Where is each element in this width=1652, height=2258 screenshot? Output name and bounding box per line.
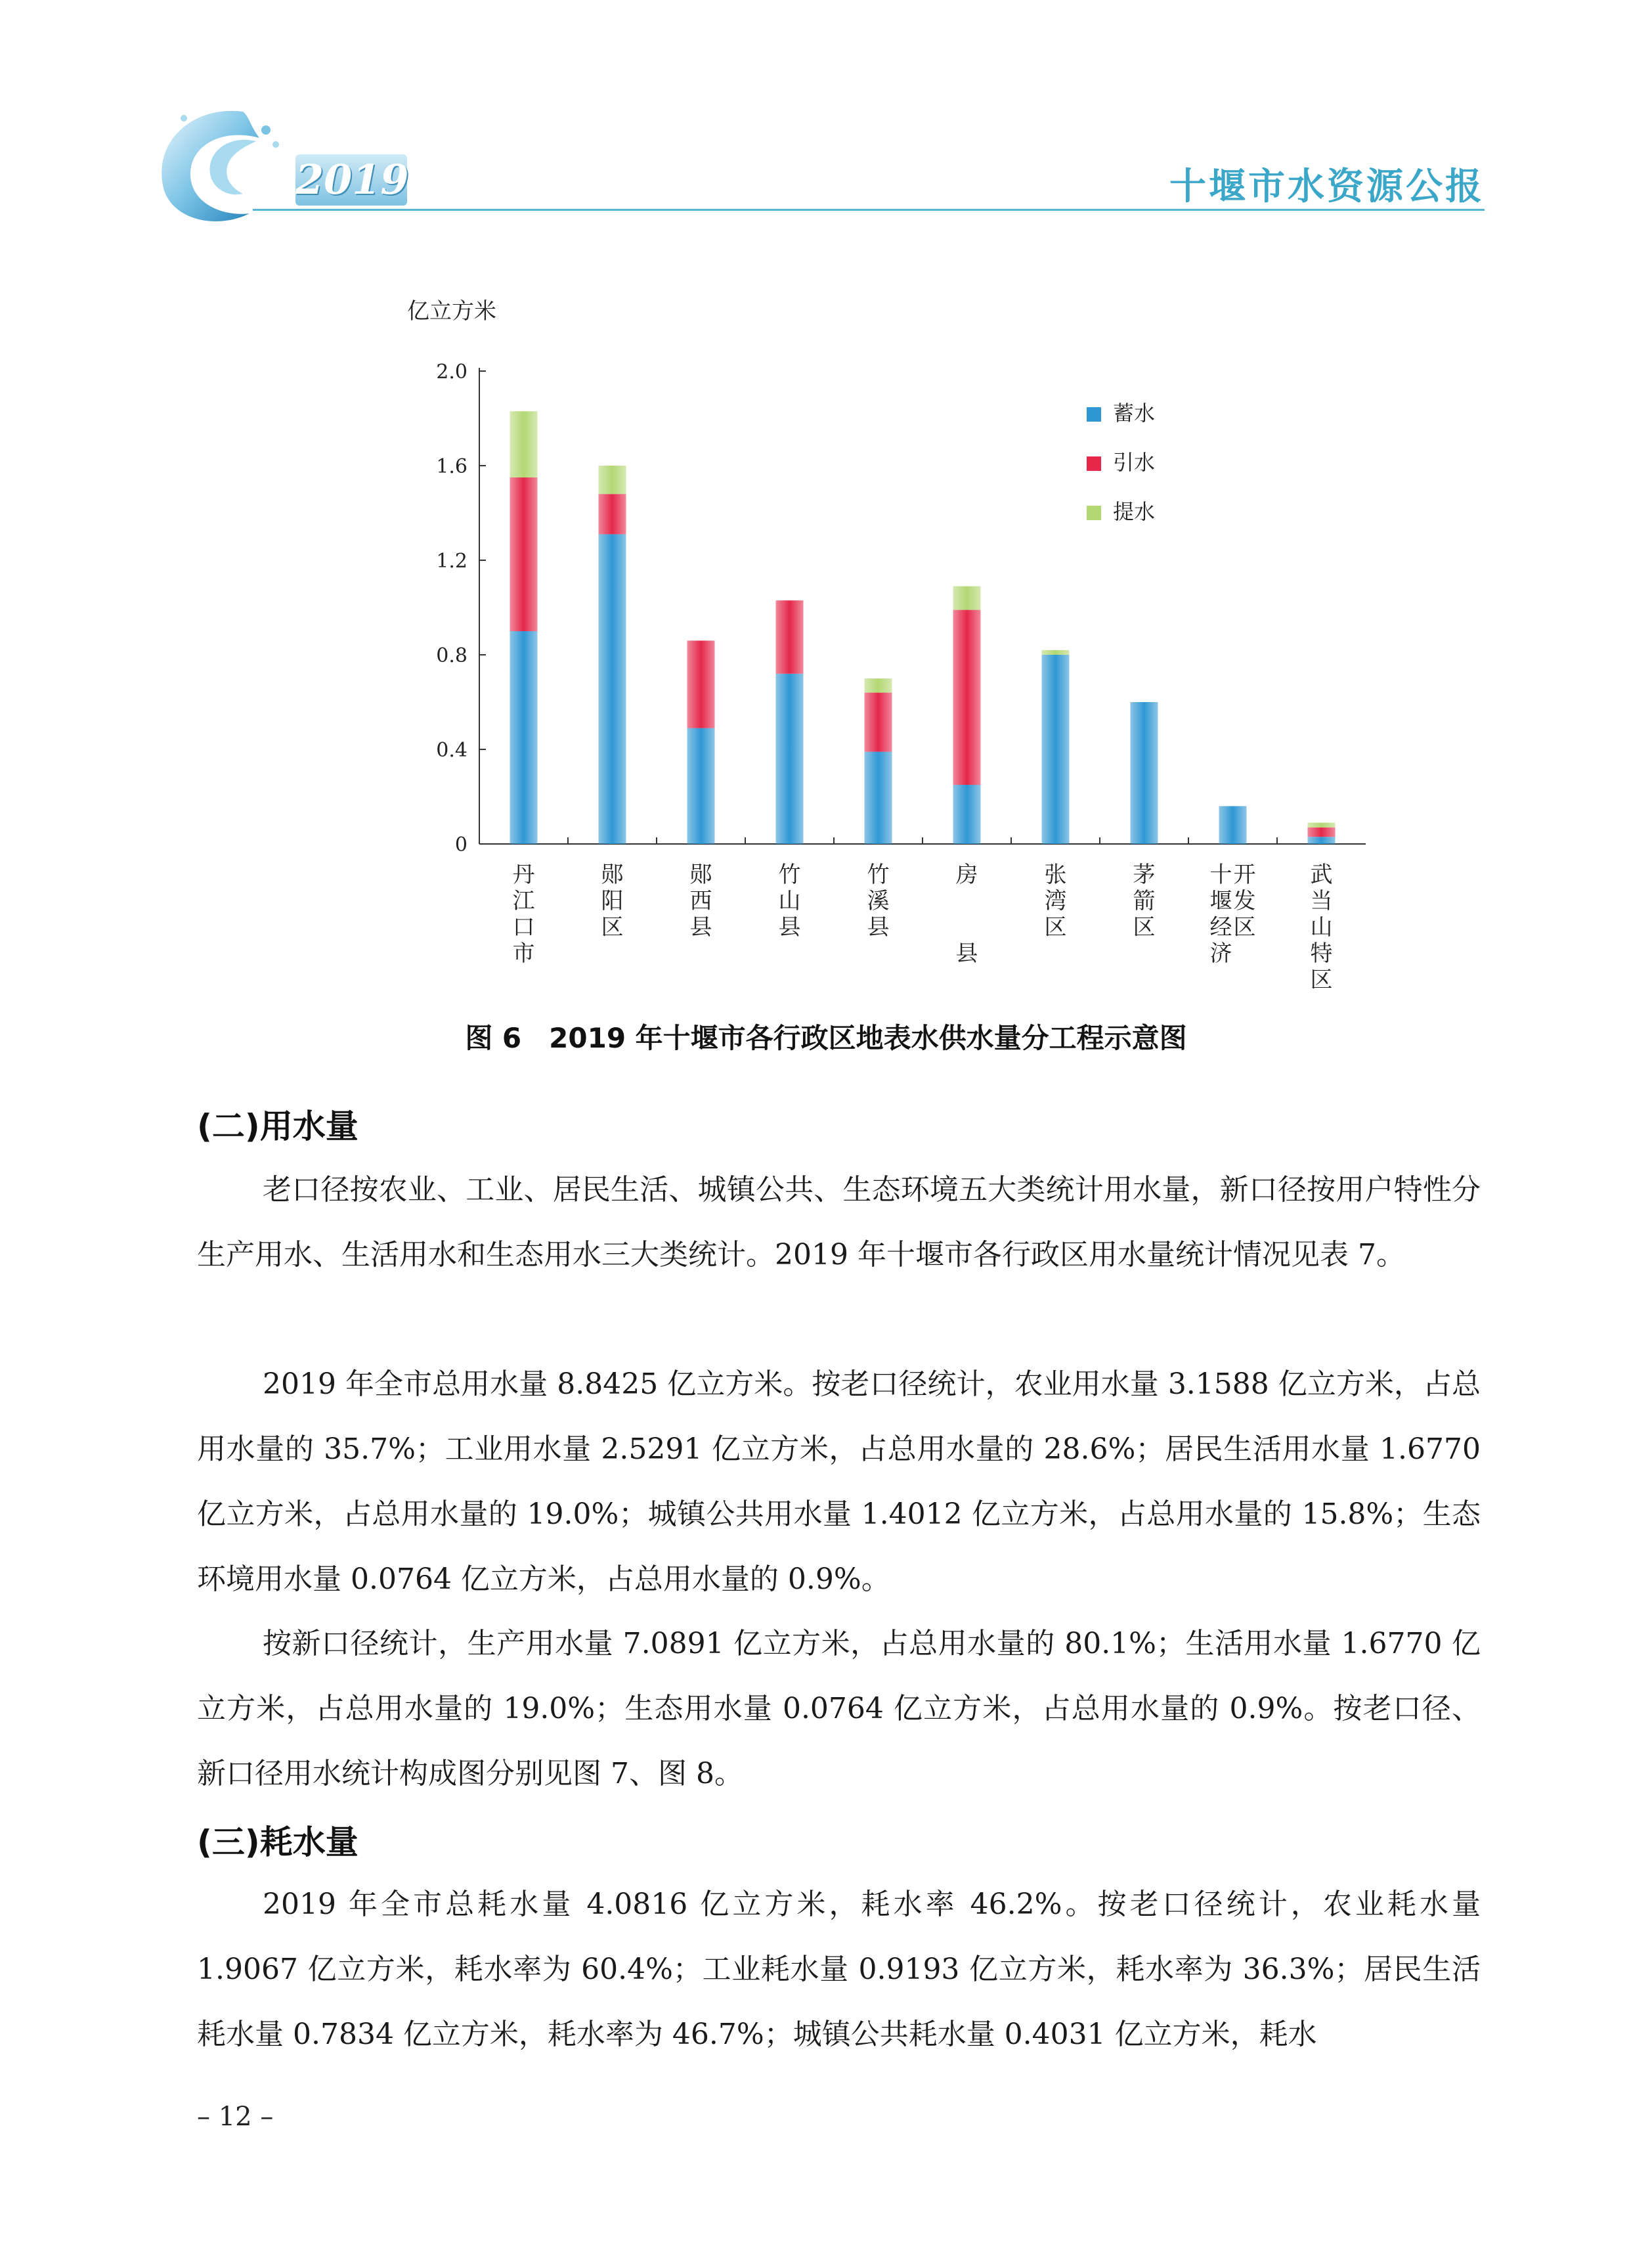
x-category-label: 市 xyxy=(512,941,535,967)
bar-segment xyxy=(865,693,892,752)
bar-segment xyxy=(599,494,626,534)
legend-swatch xyxy=(1087,407,1101,422)
bar-segment xyxy=(776,674,804,844)
legend-swatch xyxy=(1087,506,1101,520)
bar-segment xyxy=(510,631,538,844)
bar-segment xyxy=(1131,702,1158,844)
x-category-label: 区 xyxy=(601,914,624,941)
x-category-label: 郧 xyxy=(689,862,712,888)
x-category-label: 区 xyxy=(1044,914,1067,941)
x-category-label: 阳 xyxy=(601,888,624,914)
year-badge: 2019 xyxy=(295,154,407,206)
bar-segment xyxy=(510,477,538,631)
x-category-label: 郧 xyxy=(601,862,624,888)
x-category-label: 济 xyxy=(1209,941,1232,967)
bar-segment xyxy=(776,600,804,674)
publication-title: 十堰市水资源公报 xyxy=(1169,166,1485,208)
paragraph: 2019 年全市总用水量 8.8425 亿立方米。按老口径统计，农业用水量 3.1588 亿立方米，占总用水量的 35.7%；工业用水量 2.5291 亿立方米，占总用水量的 28.6%；居民生活用水量 1.6770 亿立方米，占总用水量的 19.0%；城镇公共用水量 1.4012 亿立方米，占总用水量的 15.8%；生态环境用水量 0.0764 亿立方米，占总用水量的 0.9%。 xyxy=(197,1367,1481,1596)
header-divider xyxy=(253,209,1485,211)
x-category-label: 特 xyxy=(1310,941,1333,967)
bar-segment xyxy=(865,678,892,693)
bar-segment xyxy=(510,411,538,477)
x-category-label: 山 xyxy=(1310,914,1333,941)
supply-bar-chart xyxy=(381,289,1405,1011)
x-category-label: 发 xyxy=(1233,888,1256,914)
y-tick-label: 1.2 xyxy=(436,550,467,573)
page-number: – 12 – xyxy=(197,2102,274,2132)
paragraph: 2019 年全市总耗水量 4.0816 亿立方米，耗水率 46.2%。按老口径统计，农业耗水量 1.9067 亿立方米，耗水率为 60.4%；工业耗水量 0.9193 亿立方米，耗水率为 36.3%；居民生活耗水量 0.7834 亿立方米，耗水率为 46.7%；城镇公共耗水量 0.4031 亿立方米，耗水 xyxy=(197,1888,1481,2051)
x-category-label: 竹 xyxy=(778,862,801,888)
x-category-label: 溪 xyxy=(867,888,890,914)
x-category-label: 经 xyxy=(1209,914,1232,941)
x-category-label: 张 xyxy=(1044,862,1067,888)
x-category-label: 口 xyxy=(512,914,535,941)
x-category-label: 江 xyxy=(512,888,535,914)
bar-segment xyxy=(1308,828,1336,837)
bar-segment xyxy=(1219,806,1247,844)
x-category-label: 房 xyxy=(955,862,978,888)
x-category-label: 湾 xyxy=(1044,888,1067,914)
bar-segment xyxy=(1308,823,1336,828)
x-category-label: 竹 xyxy=(867,862,890,888)
legend-label: 提水 xyxy=(1113,499,1156,524)
bar-segment xyxy=(953,587,981,610)
x-category-label: 县 xyxy=(955,941,978,967)
x-category-label: 箭 xyxy=(1133,888,1156,914)
bar-segment xyxy=(953,785,981,844)
y-tick-label: 2.0 xyxy=(436,361,467,384)
section-heading-water-use: (二)用水量 xyxy=(197,1107,359,1145)
legend-label: 引水 xyxy=(1113,450,1156,475)
bar-segment xyxy=(1308,837,1336,844)
x-category-label: 县 xyxy=(689,914,712,941)
y-tick-label: 0 xyxy=(454,833,467,856)
bar-segment xyxy=(687,640,715,728)
x-category-label: 开 xyxy=(1233,862,1256,888)
y-axis-label: 亿立方米 xyxy=(407,298,496,324)
bar-segment xyxy=(687,728,715,844)
bar-segment xyxy=(599,534,626,844)
y-tick-label: 0.8 xyxy=(436,644,467,667)
x-category-label: 当 xyxy=(1310,888,1333,914)
bar-segment xyxy=(865,752,892,844)
y-tick-label: 0.4 xyxy=(436,739,467,762)
x-category-label: 十 xyxy=(1209,862,1232,888)
x-category-label: 堰 xyxy=(1209,888,1232,914)
x-category-label: 丹 xyxy=(512,862,535,888)
legend-swatch xyxy=(1087,456,1101,471)
x-category-label: 武 xyxy=(1310,862,1333,888)
legend-label: 蓄水 xyxy=(1113,401,1156,426)
x-category-label: 茅 xyxy=(1133,862,1156,888)
x-category-label: 西 xyxy=(689,888,712,914)
bar-segment xyxy=(1042,655,1070,844)
bar-segment xyxy=(599,466,626,494)
x-category-label: 山 xyxy=(778,888,801,914)
y-tick-label: 1.6 xyxy=(436,455,467,478)
figure-caption: 图 6 2019 年十堰市各行政区地表水供水量分工程示意图 xyxy=(465,1022,1187,1054)
bar-segment xyxy=(1042,650,1070,655)
paragraph: 老口径按农业、工业、居民生活、城镇公共、生态环境五大类统计用水量，新口径按用户特性分生产用水、生活用水和生态用水三大类统计。2019 年十堰市各行政区用水量统计情况见表 7。 xyxy=(197,1173,1481,1272)
section-heading-water-consumption: (三)耗水量 xyxy=(197,1823,359,1861)
x-category-label: 区 xyxy=(1233,914,1256,941)
bar-segment xyxy=(953,610,981,785)
paragraph: 按新口径统计，生产用水量 7.0891 亿立方米，占总用水量的 80.1%；生活用水量 1.6770 亿立方米，占总用水量的 19.0%；生态用水量 0.0764 亿立方米，占总用水量的 0.9%。按老口径、新口径用水统计构成图分别见图 7、图 8。 xyxy=(197,1627,1481,1790)
x-category-label: 区 xyxy=(1310,967,1333,993)
x-category-label: 县 xyxy=(867,914,890,941)
x-category-label: 区 xyxy=(1133,914,1156,941)
x-category-label: 县 xyxy=(778,914,801,941)
page-header xyxy=(0,0,1652,223)
